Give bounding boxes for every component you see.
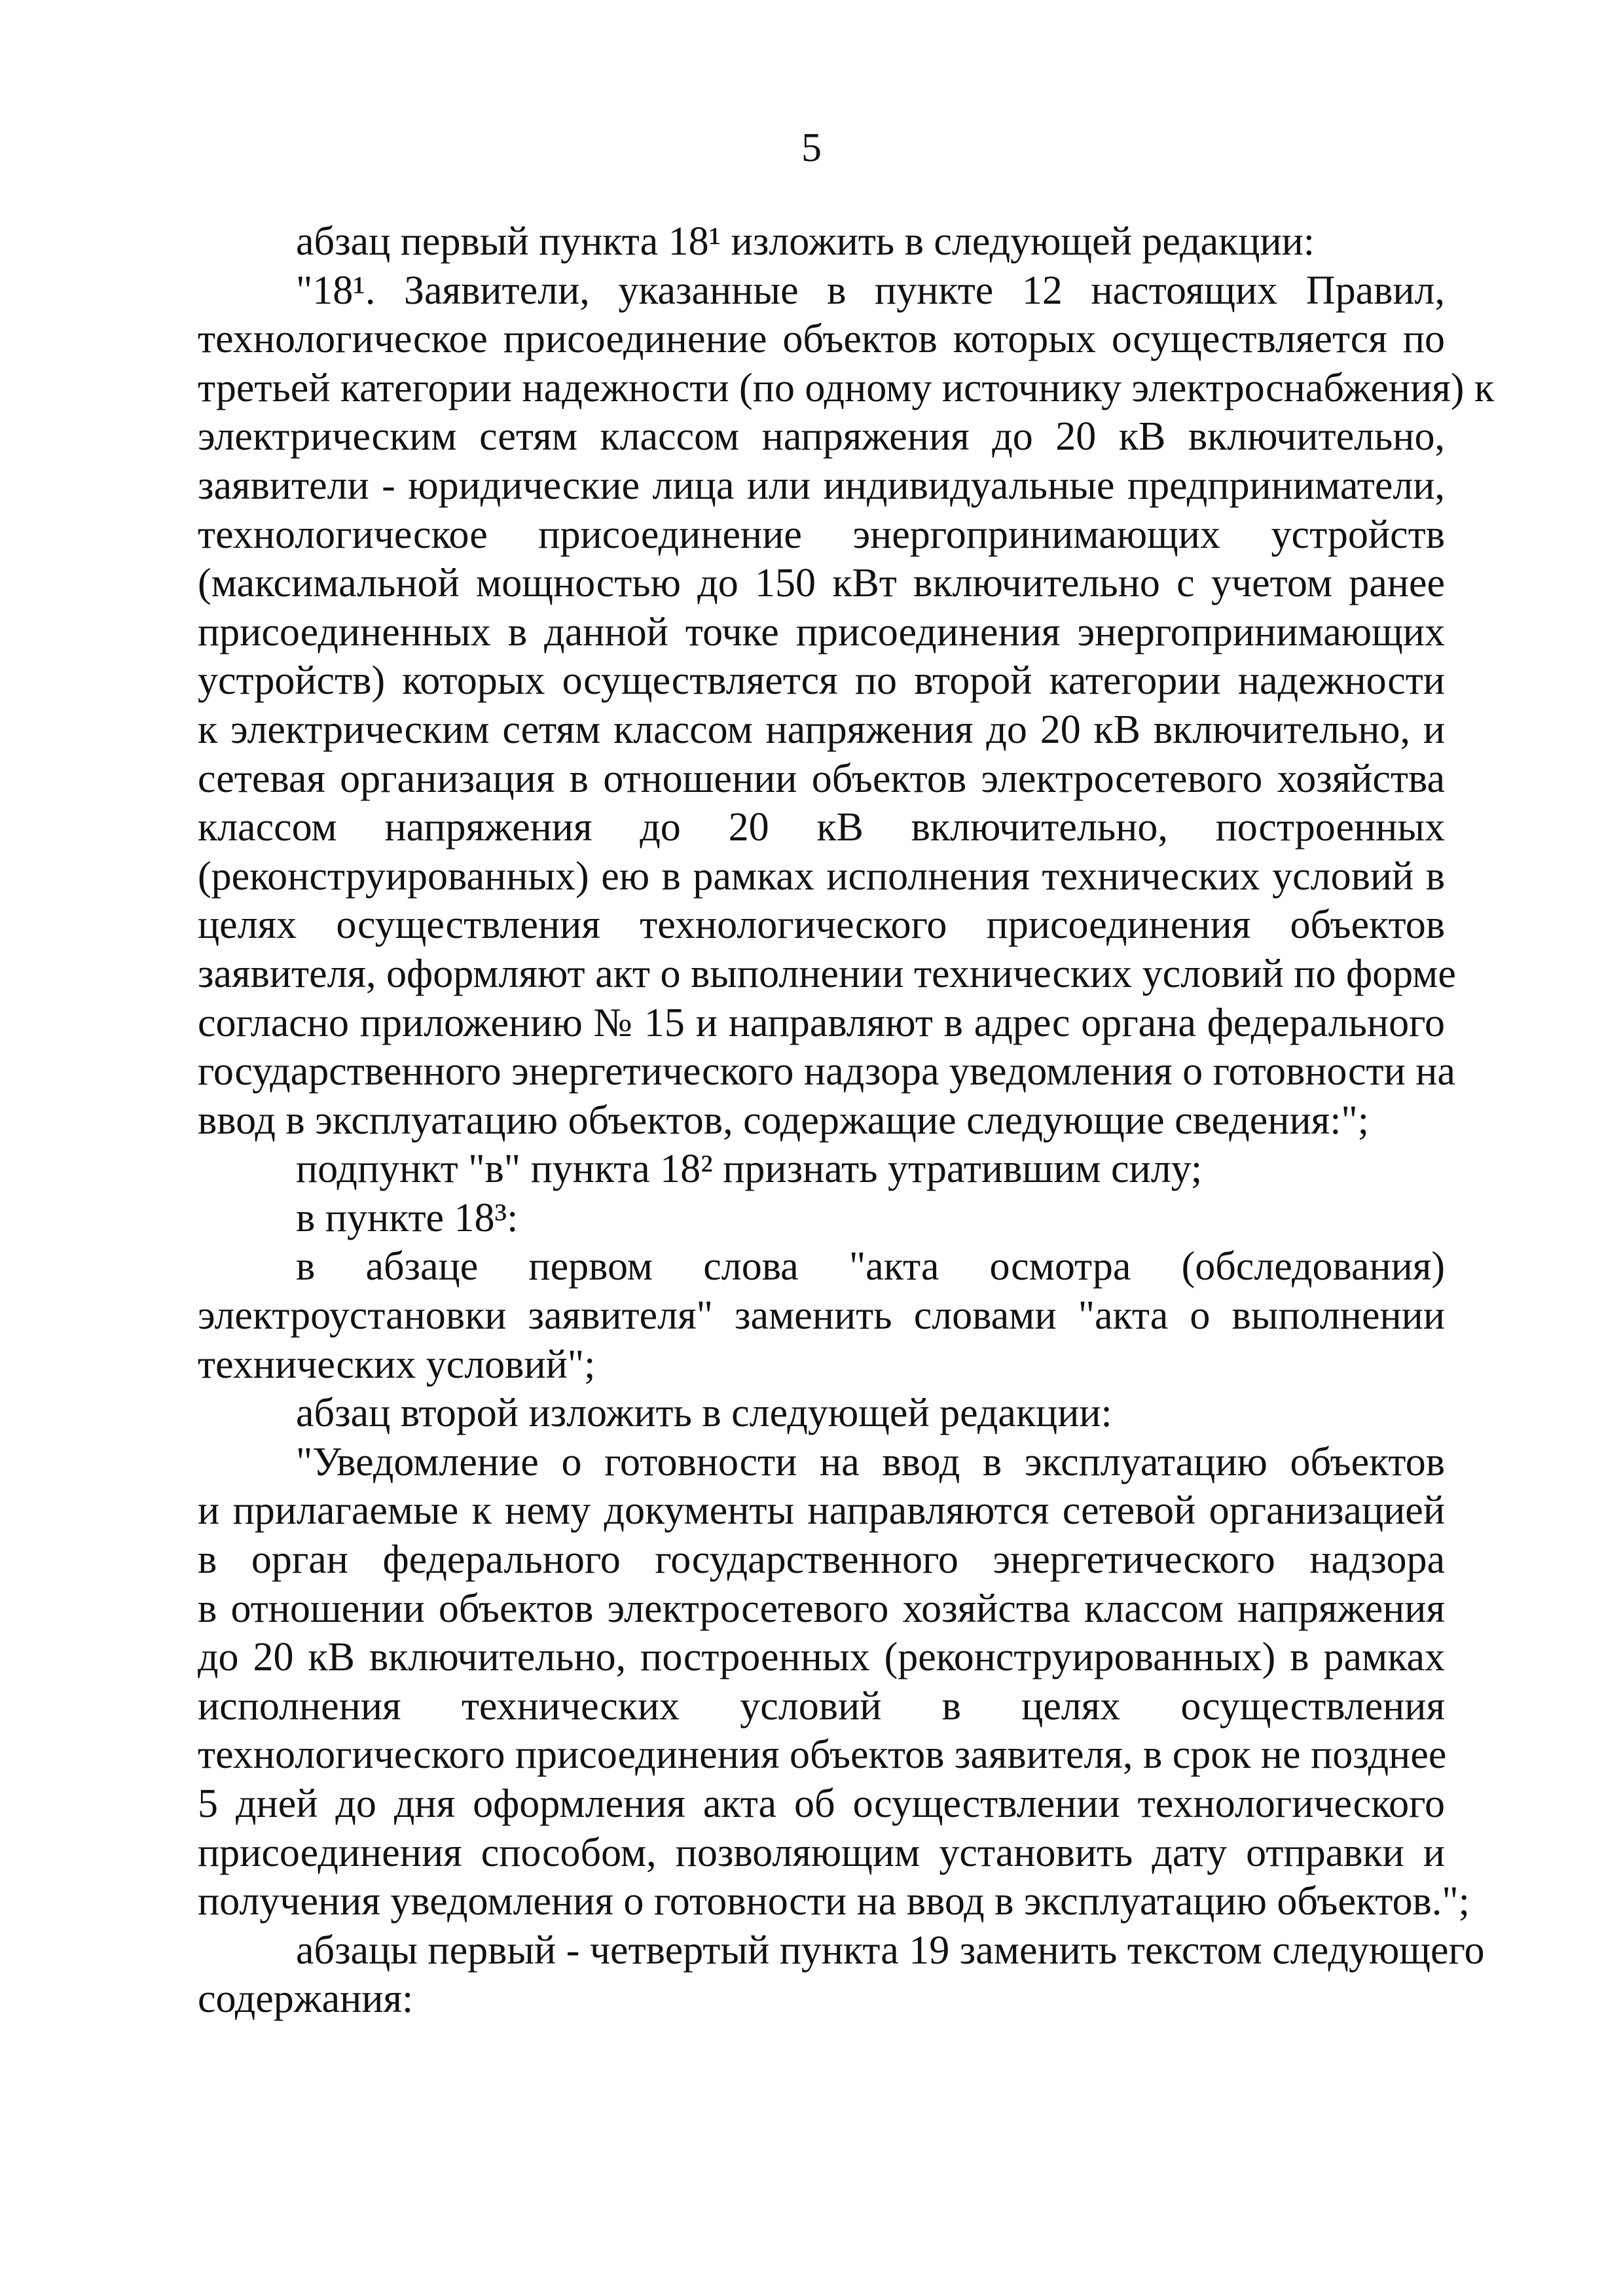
document-body [198,217,1495,2024]
text-line: технических условий"; [198,1342,596,1387]
text-line: электроустановки заявителя" заменить словами "акта о выполнении [198,1293,1445,1338]
text-line: к электрическим сетям классом напряжения до 20 кВ включительно, и [198,707,1445,752]
text-line: электрическим сетям классом напряжения до 20 кВ включительно, [198,414,1445,459]
text-line: технологическое присоединение объектов которых осуществляется по [198,317,1445,362]
text-line: заявители - юридические лица или индивидуальные предприниматели, [198,463,1445,508]
text-line: технологического присоединения объектов заявителя, в срок не позднее [198,1732,1447,1778]
text-line: сетевая организация в отношении объектов электросетевого хозяйства [198,756,1445,801]
text-line: "18¹. Заявители, указанные в пункте 12 настоящих Правил, [296,268,1445,313]
text-line: устройств) которых осуществляется по второй категории надежности [198,658,1445,704]
text-line: присоединенных в данной точке присоединения энергопринимающих [198,609,1445,655]
text-line: ввод в эксплуатацию объектов, содержащие следующие сведения:"; [198,1098,1369,1143]
text-line: целях осуществления технологического присоединения объектов [198,903,1445,948]
text-line: исполнения технических условий в целях осуществления [198,1683,1445,1729]
text-line: абзац первый пункта 18¹ изложить в следующей редакции: [296,219,1315,264]
text-line: технологическое присоединение энергопринимающих устройств [198,512,1445,557]
text-line: государственного энергетического надзора уведомления о готовности на [198,1049,1455,1094]
text-line: (реконструированных) ею в рамках исполнения технических условий в [198,853,1445,899]
text-line: присоединения способом, позволяющим установить дату отправки и [198,1830,1445,1875]
text-line: в пункте 18³: [296,1195,519,1240]
text-line: классом напряжения до 20 кВ включительно, построенных [198,805,1445,850]
text-line: 5 дней до дня оформления акта об осуществлении технологического [198,1782,1445,1826]
text-line: получения уведомления о готовности на ввод в эксплуатацию объектов."; [198,1879,1470,1924]
text-line: заявителя, оформляют акт о выполнении технических условий по форме [198,951,1456,996]
text-line: в орган федерального государственного энергетического надзора [198,1537,1445,1583]
text-line: "Уведомление о готовности на ввод в эксплуатацию объектов [296,1439,1445,1484]
text-line: до 20 кВ включительно, построенных (реконструированных) в рамках [198,1635,1445,1680]
text-line: в отношении объектов электросетевого хозяйства классом напряжения [198,1586,1445,1631]
text-line: третьей категории надежности (по одному источнику электроснабжения) к [198,365,1495,410]
text-line: подпункт "в" пункта 18² признать утратившим силу; [296,1147,1203,1192]
text-line: абзац второй изложить в следующей редакции: [296,1391,1112,1436]
text-line: содержания: [198,1977,414,2022]
text-line: абзацы первый - четвертый пункта 19 заменить текстом следующего [296,1928,1485,1973]
text-line: согласно приложению № 15 и направляют в адрес органа федерального [198,1000,1445,1045]
text-line: и прилагаемые к нему документы направляются сетевой организацией [198,1488,1445,1534]
page-number: 5 [801,126,822,170]
text-line: в абзаце первом слова "акта осмотра (обследования) [296,1244,1445,1289]
text-line: (максимальной мощностью до 150 кВт включительно с учетом ранее [198,561,1445,606]
